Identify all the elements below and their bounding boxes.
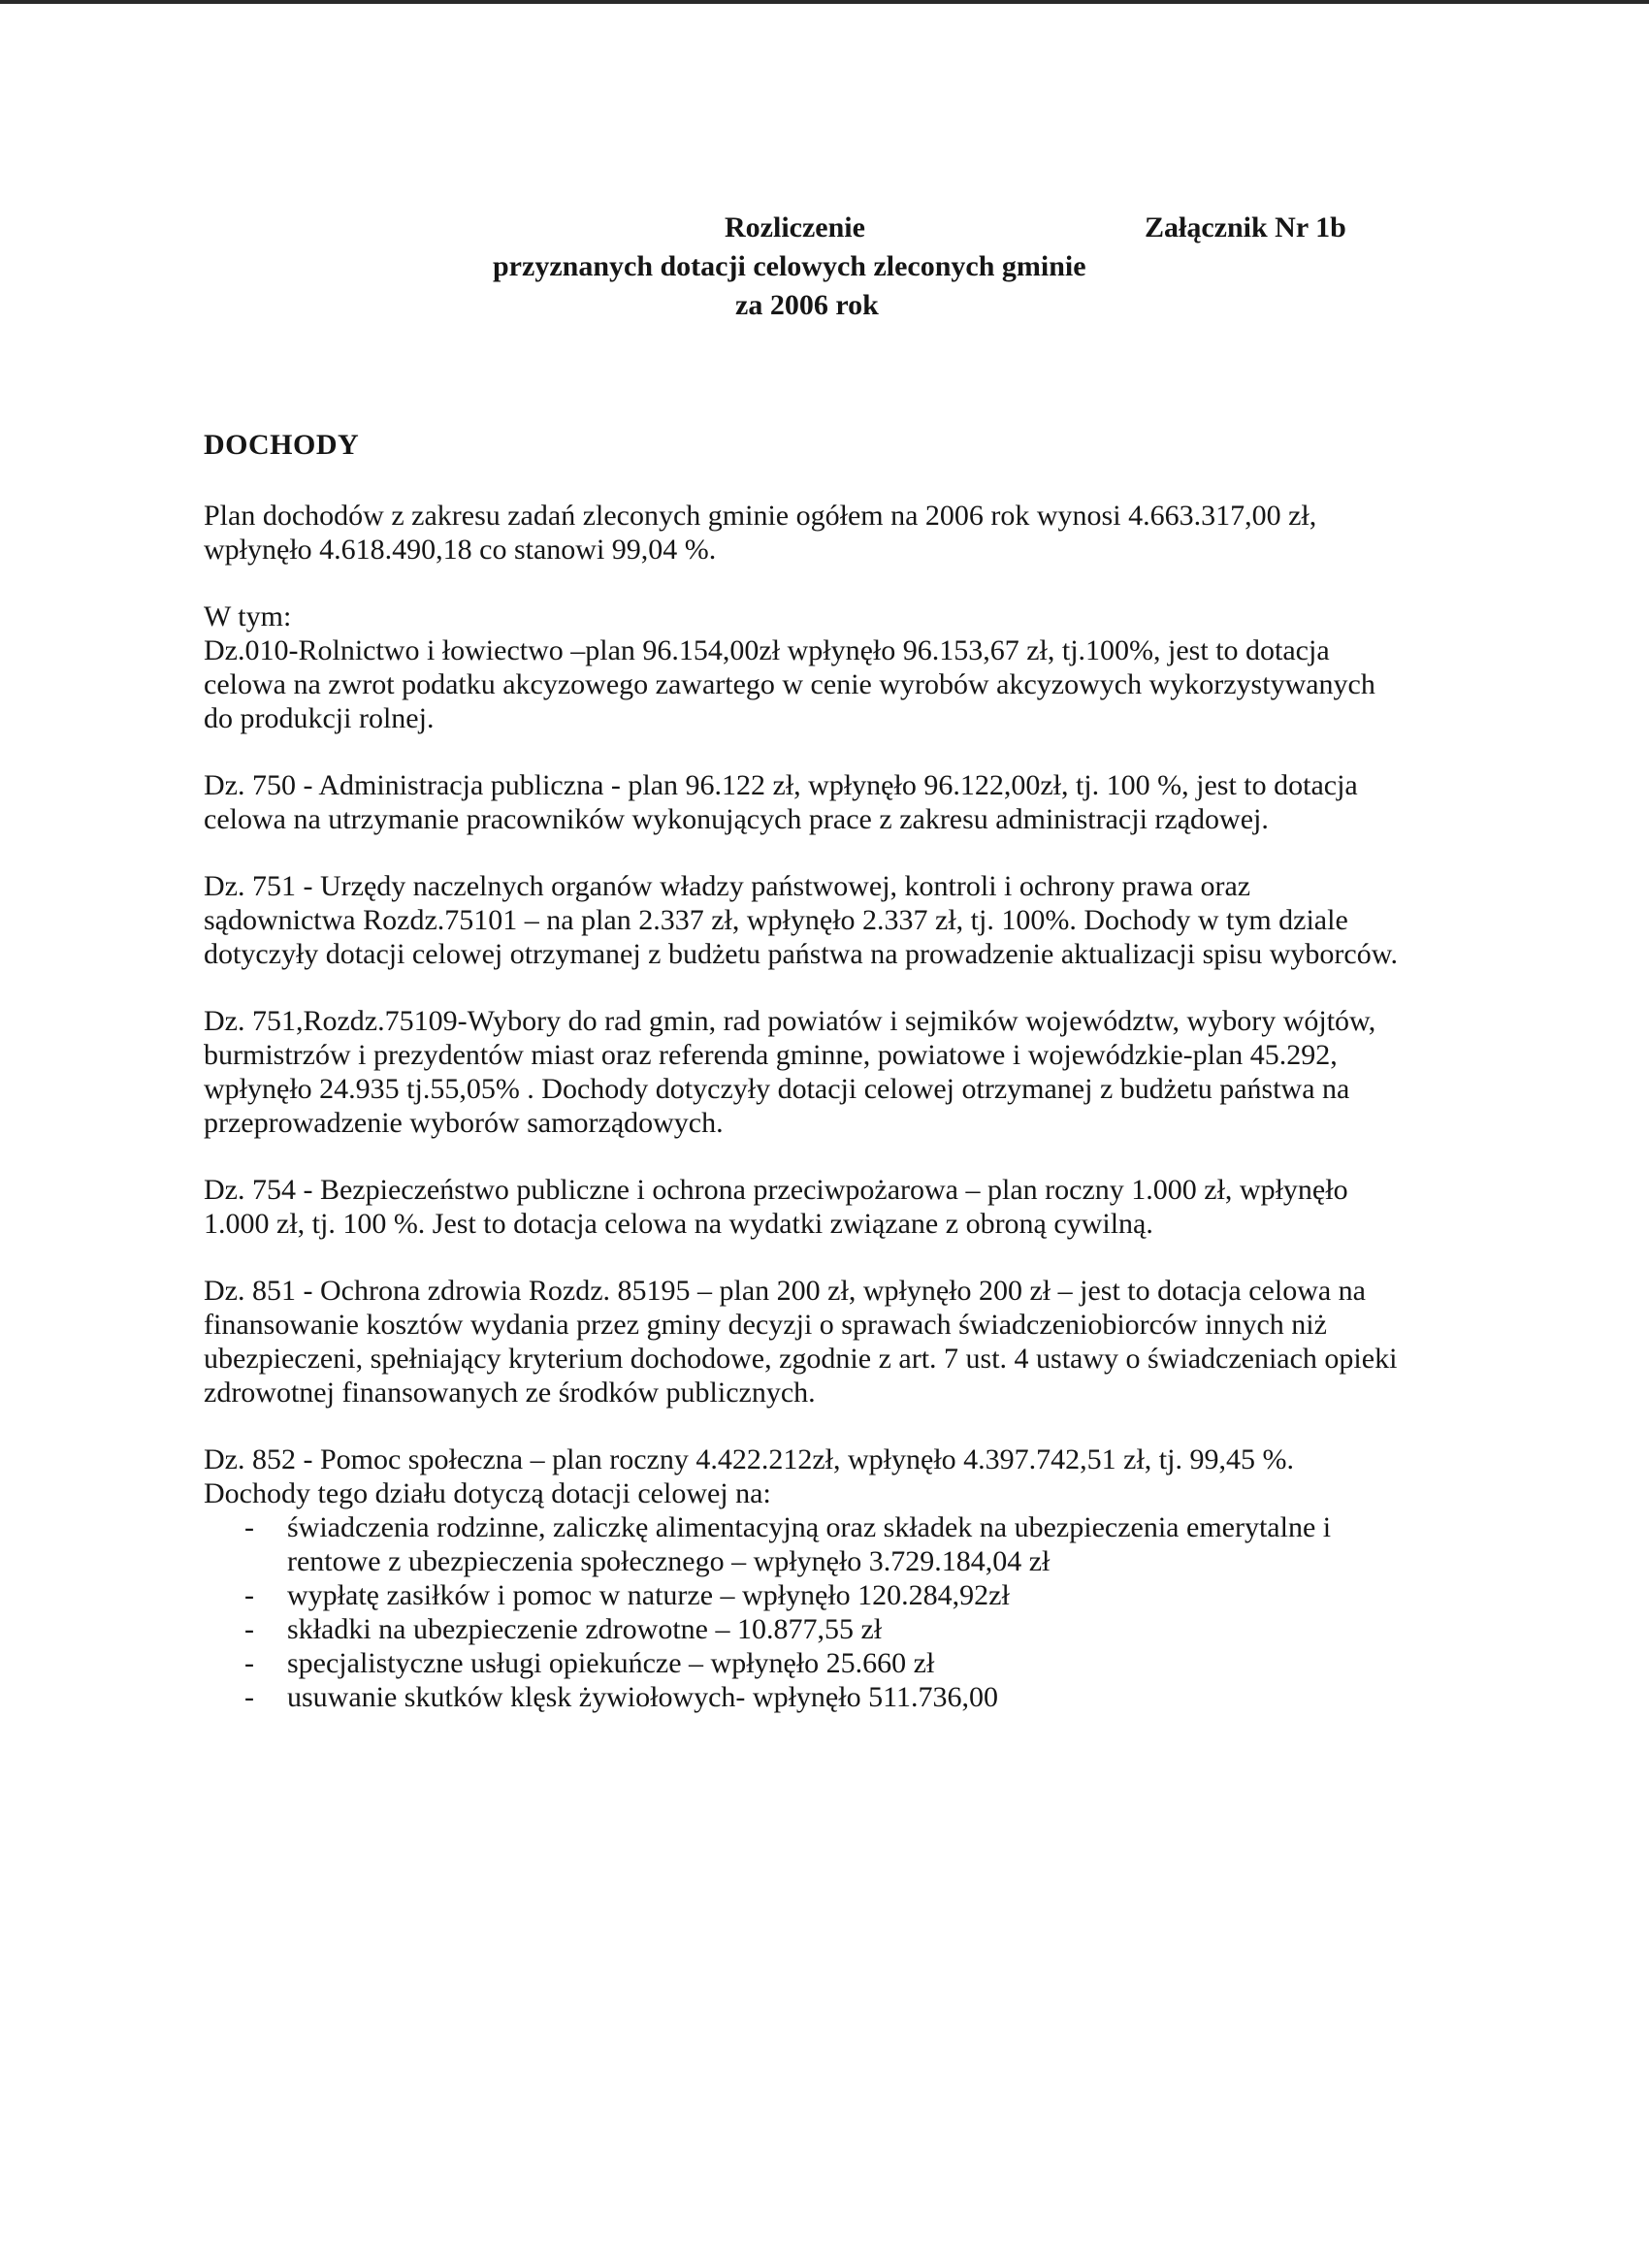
paragraph-intro: Plan dochodów z zakresu zadań zleconych gminie ogółem na 2006 rok wynosi 4.663.317,00 zł, wpłynęło 4.618.490,18 co stanowi 99,04 %. <box>204 500 1317 566</box>
list-item: - wypłatę zasiłków i pomoc w naturze – wpłynęło 120.284,92zł <box>204 1578 1406 1612</box>
paragraph-w-tym: W tym: <box>204 600 292 632</box>
scan-top-edge <box>0 0 1649 4</box>
paragraph-dz-750: Dz. 750 - Administracja publiczna - plan 96.122 zł, wpłynęło 96.122,00zł, tj. 100 %, jest to dotacja celowa na utrzymanie pracowników wykonujących prace z zakresu administracji rządowej. <box>204 769 1358 835</box>
section-heading-dochody: DOCHODY <box>204 429 360 461</box>
paragraph-dz-751-75109: Dz. 751,Rozdz.75109-Wybory do rad gmin, rad powiatów i sejmików województw, wybory wójtów, burmistrzów i prezydentów miast oraz referenda gminne, powiatowe i wojewódzkie-plan 45.292, wpłynęło 24.935 tj.55,05% . Dochody dotyczyły dotacji celowej otrzymanej z budżetu państwa na przeprowadzenie wyborów samorządowych. <box>204 1005 1376 1139</box>
paragraph-dz-010: Dz.010-Rolnictwo i łowiectwo –plan 96.154,00zł wpłynęło 96.153,67 zł, tj.100%, jest to dotacja celowa na zwrot podatku akcyzowego zawartego w cenie wyrobów akcyzowych wykorzystywanych do produkcji rolnej. <box>204 634 1375 734</box>
document-title: Rozliczenie <box>725 211 865 243</box>
list-item: - składki na ubezpieczenie zdrowotne – 10.877,55 zł <box>204 1612 1406 1646</box>
annex-label: Załącznik Nr 1b <box>1145 211 1346 243</box>
paragraph-dz-851: Dz. 851 - Ochrona zdrowia Rozdz. 85195 – plan 200 zł, wpłynęło 200 zł – jest to dotacja celowa na finansowanie kosztów wydania przez gminy decyzji o sprawach świadczeniobiorców innych niż ubezpieczeni, spełniający kryterium dochodowe, zgodnie z art. 7 ust. 4 ustawy o świadczeniach opieki zdrowotnej finansowanych ze środków publicznych. <box>204 1275 1398 1409</box>
document-year: za 2006 rok <box>735 289 879 321</box>
list-item: - świadczenia rodzinne, zaliczkę alimentacyjną oraz składek na ubezpieczenia emerytalne i rentowe z ubezpieczenia społecznego – wpłynęło 3.729.184,04 zł <box>204 1510 1406 1578</box>
document-body <box>204 499 1406 1714</box>
paragraph-dz-852: Dz. 852 - Pomoc społeczna – plan roczny 4.422.212zł, wpłynęło 4.397.742,51 zł, tj. 99,45 %. Dochody tego działu dotyczą dotacji celowej na: <box>204 1443 1294 1509</box>
list-item: - usuwanie skutków klęsk żywiołowych- wpłynęło 511.736,00 <box>204 1680 1406 1714</box>
list-item: - specjalistyczne usługi opiekuńcze – wpłynęło 25.660 zł <box>204 1646 1406 1680</box>
list-dz-852-items <box>204 1510 1406 1714</box>
document-subtitle: przyznanych dotacji celowych zleconych gminie <box>493 250 1086 282</box>
paragraph-dz-751: Dz. 751 - Urzędy naczelnych organów władzy państwowej, kontroli i ochrony prawa oraz sądownictwa Rozdz.75101 – na plan 2.337 zł, wpłynęło 2.337 zł, tj. 100%. Dochody w tym dziale dotyczyły dotacji celowej otrzymanej z budżetu państwa na prowadzenie aktualizacji spisu wyborców. <box>204 870 1398 970</box>
paragraph-dz-754: Dz. 754 - Bezpieczeństwo publiczne i ochrona przeciwpożarowa – plan roczny 1.000 zł, wpłynęło 1.000 zł, tj. 100 %. Jest to dotacja celowa na wydatki związane z obroną cywilną. <box>204 1174 1348 1240</box>
